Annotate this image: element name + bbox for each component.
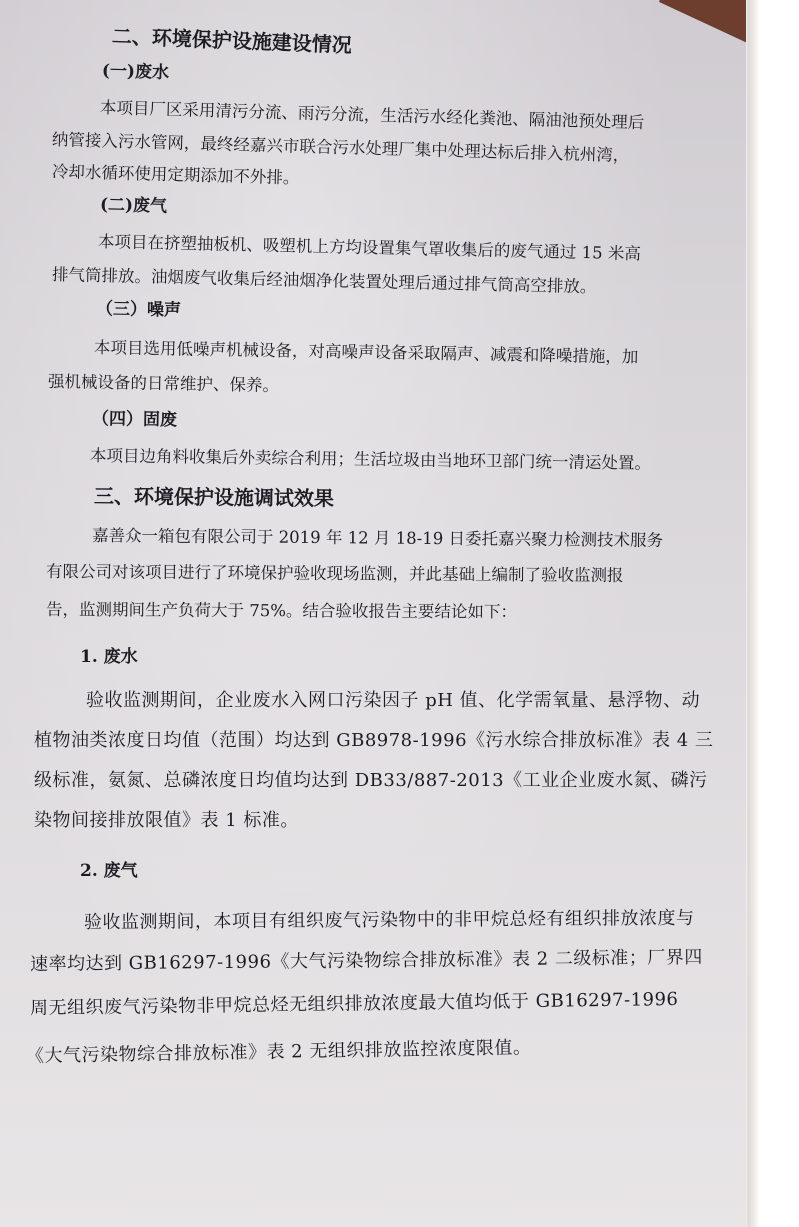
paragraph-line: 验收监测期间，企业废水入网口污染因子 pH 值、化学需氧量、悬浮物、动 <box>86 690 701 711</box>
subsection-heading: 2. 废气 <box>80 861 138 881</box>
paragraph-line: 本项目边角料收集后外卖综合利用；生活垃圾由当地环卫部门统一清运处置。 <box>89 446 652 473</box>
paragraph-line: 告，监测期间生产负荷大于 75%。结合验收报告主要结论如下： <box>45 600 517 622</box>
paragraph-line: 周无组织废气污染物非甲烷总烃无组织排放浓度最大值均低于 GB16297-1996 <box>29 988 679 1019</box>
paragraph-line: 纳管接入污水管网，最终经嘉兴市联合污水处理厂集中处理达标后排入杭州湾， <box>51 130 630 166</box>
section-heading: 二、环境保护设施建设情况 <box>111 24 353 58</box>
paragraph-line: 速率均达到 GB16297-1996《大气污染物综合排放标准》表 2 二级标准；厂界四 <box>29 946 703 975</box>
paragraph-line: 嘉善众一箱包有限公司于 2019 年 12 月 18-19 日委托嘉兴聚力检测技术服务 <box>91 526 664 550</box>
subsection-heading: 1. 废水 <box>80 647 138 667</box>
subsection-heading: (二)废气 <box>99 195 168 217</box>
subsection-heading: （四）固废 <box>91 409 178 431</box>
paragraph-line: 验收监测期间，本项目有组织废气污染物中的非甲烷总烃有组织排放浓度与 <box>83 907 695 933</box>
paragraph-line: 有限公司对该项目进行了环境保护验收现场监测，并此基础上编制了验收监测报 <box>45 562 624 586</box>
paragraph-line: 植物油类浓度日均值（范围）均达到 GB8978-1996《污水综合排放标准》表 4 三 <box>34 730 714 751</box>
subsection-heading: （三）噪声 <box>95 299 182 321</box>
paragraph-line: 冷却水循环使用定期添加不外排。 <box>51 162 300 188</box>
paragraph-line: 强机械设备的日常维护、保养。 <box>47 372 280 396</box>
paragraph-line: 本项目选用低噪声机械设备，对高噪声设备采取隔声、减震和降噪措施，加 <box>93 338 639 367</box>
paragraph-line: 本项目厂区采用清污分流、雨污分流，生活污水经化粪池、隔油池预处理后 <box>99 98 645 133</box>
paragraph-line: 《大气污染物综合排放标准》表 2 无组织排放监控浓度限值。 <box>25 1037 532 1067</box>
page-corner-background <box>659 0 746 53</box>
paragraph-line: 染物间接排放限值》表 1 标准。 <box>34 810 299 831</box>
section-heading: 三、环境保护设施调试效果 <box>93 484 335 511</box>
paragraph-line: 本项目在挤塑抽板机、吸塑机上方均设置集气罩收集后的废气通过 15 米高 <box>97 232 642 264</box>
paragraph-line: 级标准，氨氮、总磷浓度日均值均达到 DB33/887-2013《工业企业废水氮、磷污 <box>34 770 708 791</box>
subsection-heading: (一)废水 <box>101 61 170 84</box>
paragraph-line: 排气筒排放。油烟废气收集后经油烟净化装置处理后通过排气筒高空排放。 <box>51 265 597 297</box>
